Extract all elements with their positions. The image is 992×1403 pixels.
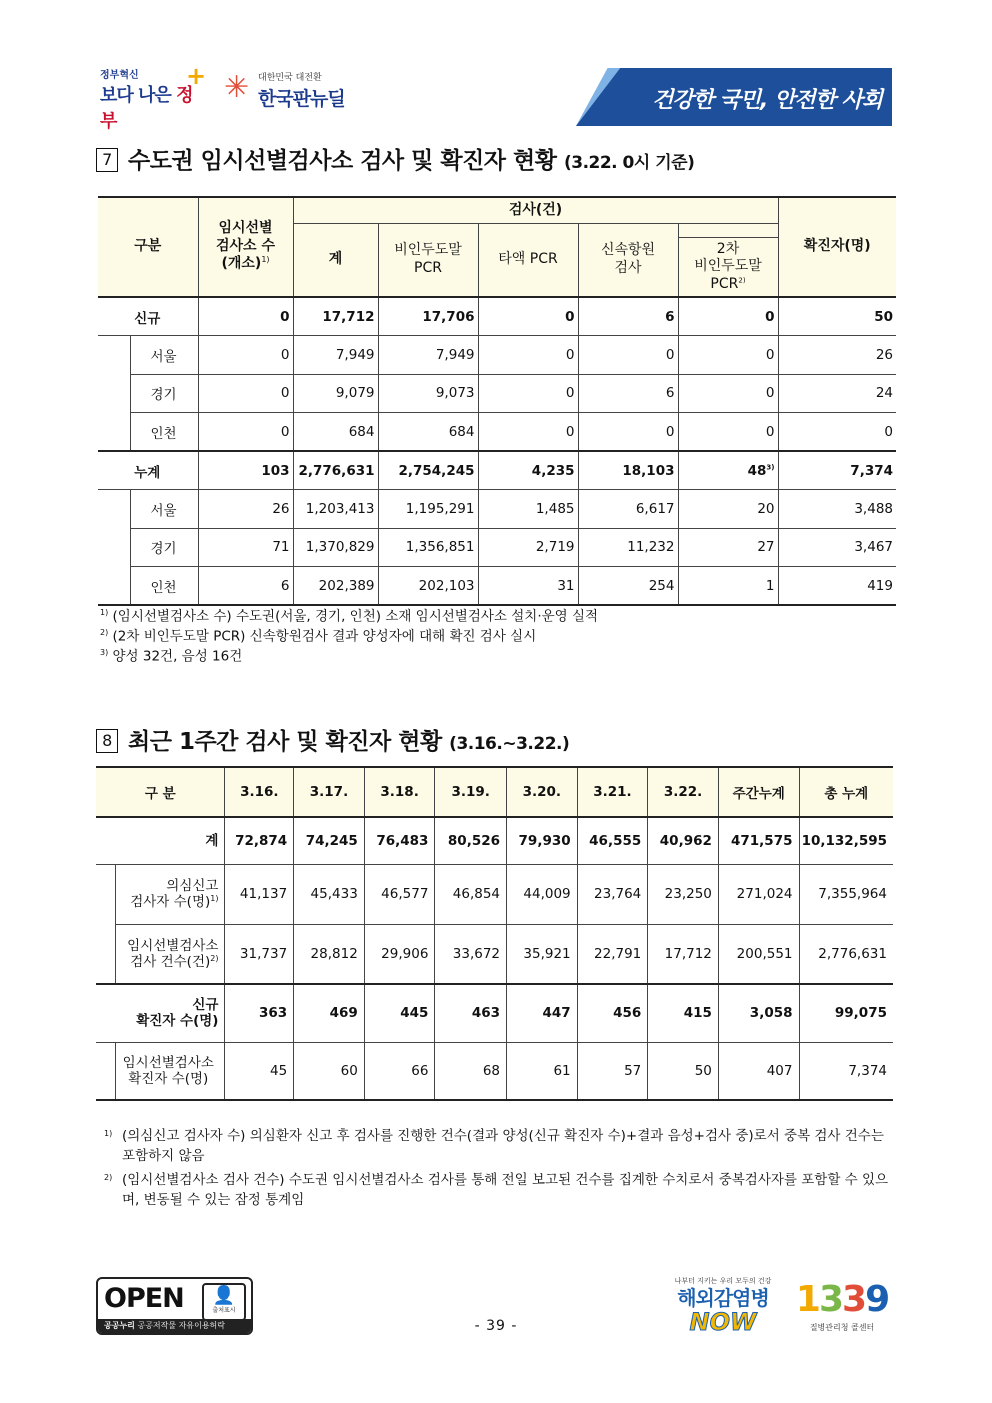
- cell-saliva: 4,235: [478, 451, 578, 490]
- page-header: [100, 60, 892, 132]
- row-label-l1: 신규: [192, 997, 219, 1014]
- cell-value: 41,137: [225, 864, 294, 924]
- row-label-l2: 확진자 수(명): [128, 1070, 209, 1087]
- cell-second: 0: [678, 374, 778, 413]
- cell-saliva: 0: [478, 336, 578, 375]
- footnote-text: (의심신고 검사자 수) 의심환자 신고 후 검사를 진행한 건수(결과 양성(신규 확진자 수)+결과 음성+검사 중)로서 중복 검사 건수는 포함하지 않음: [122, 1128, 884, 1165]
- logo4-digit: 3: [842, 1279, 866, 1320]
- overseas-infection-now-logo: [668, 1276, 778, 1340]
- table-row: [98, 451, 896, 490]
- logo3-small-text: 나부터 지키는 우리 모두의 건강: [674, 1277, 772, 1285]
- logo1-big-a: 보다 나은: [100, 85, 177, 106]
- cell-total: 2,776,631: [293, 451, 378, 490]
- section7-number: 7: [96, 148, 118, 172]
- cell-value: 74,245: [294, 817, 365, 864]
- footnote-mark: 1): [104, 1129, 113, 1138]
- indent-cell: [98, 336, 130, 375]
- header-total-text: 계: [328, 251, 343, 267]
- table-row: [98, 374, 896, 413]
- cell-sites: 26: [198, 490, 293, 529]
- footnote-mark: 3): [100, 648, 109, 658]
- row-label-l1: 의심신고: [166, 877, 219, 894]
- table-row: [96, 817, 893, 864]
- weekly-testing-table: [96, 766, 893, 1101]
- cell-sites: 0: [198, 297, 293, 336]
- row-label-l1: 임시선별검사소: [122, 1054, 214, 1071]
- section7-title-text: 수도권 임시선별검사소 검사 및 확진자 현황: [128, 148, 564, 174]
- header-date: 3.19.: [435, 767, 507, 817]
- row-label: 계: [96, 817, 225, 864]
- indent-cell: [96, 924, 116, 984]
- logo1-small-text: 정부혁신: [100, 70, 139, 81]
- header-sites-l1: 임시선별: [218, 220, 273, 237]
- cell-naso: 684: [378, 413, 478, 452]
- cell-value: 7,355,964: [799, 864, 893, 924]
- row-label: 서울: [130, 490, 198, 529]
- row-label: 인천: [130, 567, 198, 606]
- cell-value: 3,058: [718, 984, 799, 1042]
- cell-naso: 7,949: [378, 336, 478, 375]
- cell-total: 17,712: [293, 297, 378, 336]
- indent-cell: [96, 864, 116, 924]
- header-sites: [198, 197, 293, 297]
- cell-second: 0: [678, 336, 778, 375]
- cell-value: 2,776,631: [799, 924, 893, 984]
- cell-value: 29,906: [364, 924, 435, 984]
- cell-value: 271,024: [718, 864, 799, 924]
- row-label: 서울: [130, 336, 198, 375]
- cell-confirmed: 50: [778, 297, 896, 336]
- header-gubun: 구 분: [96, 767, 225, 817]
- cell-value: 23,764: [577, 864, 648, 924]
- cell-confirmed: 24: [778, 374, 896, 413]
- indent-cell: [98, 490, 130, 529]
- footnote: [100, 627, 598, 647]
- header-date: 3.22.: [648, 767, 719, 817]
- logo4-digit: 1: [795, 1279, 819, 1320]
- section7-subtitle: (3.22. 0시 기준): [563, 153, 695, 173]
- footnote-text: (2차 비인두도말 PCR) 신속항원검사 결과 양성자에 대해 확진 검사 실시: [108, 628, 537, 645]
- license-bar-a: 공공누리: [104, 1321, 135, 1330]
- cell-value: 471,575: [718, 817, 799, 864]
- header-sites-mark: 1): [261, 255, 270, 265]
- section7-footnotes: [100, 607, 598, 667]
- header-saliva-pcr: [478, 223, 578, 297]
- footnote-mark: 1): [100, 608, 109, 617]
- cell-value: 445: [364, 984, 435, 1042]
- row-label: 누계: [98, 451, 198, 490]
- cell-value: 80,526: [435, 817, 507, 864]
- cell-confirmed: 3,467: [778, 528, 896, 567]
- cell-sites: 0: [198, 336, 293, 375]
- footnote-mark: 2): [100, 628, 109, 638]
- table-row: [96, 864, 893, 924]
- cell-confirmed: 3,488: [778, 490, 896, 529]
- cell-second: 1: [678, 567, 778, 606]
- plus-icon: +: [186, 62, 207, 90]
- cell-value: 45,433: [294, 864, 365, 924]
- indent-cell: [98, 374, 130, 413]
- logo4-small-text: 질병관리청 콜센터: [809, 1323, 875, 1332]
- header-date: 3.21.: [577, 767, 648, 817]
- logo3-main-text: 해외감염병: [677, 1286, 769, 1310]
- header-naso-pcr: [378, 223, 478, 297]
- cell-sites: 71: [198, 528, 293, 567]
- attribution-label: 출처표시: [212, 1307, 236, 1314]
- footnote-mark: 2): [104, 1172, 113, 1182]
- header-total: [293, 223, 378, 297]
- row-label: [116, 1042, 225, 1100]
- footnote: [100, 607, 598, 627]
- table-row: [98, 490, 896, 529]
- section8-title: [96, 723, 569, 756]
- cell-value: 447: [507, 984, 578, 1042]
- header-sites-l3: (개소): [221, 256, 262, 273]
- footnote: [104, 1126, 892, 1167]
- cell-sites: 0: [198, 374, 293, 413]
- cell-value: 22,791: [577, 924, 648, 984]
- cell-value: 35,921: [507, 924, 578, 984]
- header-date: 3.16.: [225, 767, 294, 817]
- indent-cell: [96, 1042, 116, 1100]
- cell-naso: 1,356,851: [378, 528, 478, 567]
- cell-rapid: 18,103: [578, 451, 678, 490]
- cell-rapid: 6: [578, 374, 678, 413]
- cell-total: 7,949: [293, 336, 378, 375]
- section8-subtitle: (3.16.~3.22.): [449, 734, 570, 754]
- logo1-big-b: 정부: [100, 85, 193, 132]
- cell-value: 46,854: [435, 864, 507, 924]
- row-label-l1: 임시선별검사소: [127, 937, 219, 954]
- cell-confirmed: 0: [778, 413, 896, 452]
- cell-sites: 6: [198, 567, 293, 606]
- header-tests-text: 검사(건): [508, 201, 563, 218]
- logo4-digit: 9: [865, 1279, 889, 1320]
- cell-saliva: 0: [478, 413, 578, 452]
- row-label-l2: 검사자 수(명): [130, 894, 211, 910]
- cell-value: 200,551: [718, 924, 799, 984]
- cell-rapid: 0: [578, 336, 678, 375]
- star-burst-icon: ✳: [224, 70, 250, 105]
- header-date: 3.17.: [294, 767, 365, 817]
- cell-second: 0: [678, 413, 778, 452]
- section8-footnotes: [104, 1126, 892, 1210]
- cell-value: 10,132,595: [799, 817, 893, 864]
- cell-saliva: 0: [478, 374, 578, 413]
- cell-value: 76,483: [364, 817, 435, 864]
- cell-saliva: 31: [478, 567, 578, 606]
- table-row: [98, 567, 896, 606]
- cell-naso: 202,103: [378, 567, 478, 606]
- table-row: [96, 984, 893, 1042]
- open-label: OPEN: [104, 1283, 184, 1314]
- cell-value: 415: [648, 984, 719, 1042]
- footnote: [104, 1170, 892, 1211]
- cell-naso: 9,073: [378, 374, 478, 413]
- row-label: 경기: [130, 528, 198, 567]
- call-center-1339-logo: [788, 1278, 896, 1342]
- cell-sites: 103: [198, 451, 293, 490]
- cell-value: 7,374: [799, 1042, 893, 1100]
- cell-value: 33,672: [435, 924, 507, 984]
- cell-value: 469: [294, 984, 365, 1042]
- header-second-l1: 2차: [716, 240, 740, 257]
- cell-value: 99,075: [799, 984, 893, 1042]
- row-label-l2: 확진자 수(명): [136, 1013, 219, 1030]
- header-naso-l2: PCR: [414, 259, 442, 276]
- cell-rapid: 6: [578, 297, 678, 336]
- row-label: 신규: [98, 297, 198, 336]
- korean-new-deal-logo: [224, 68, 364, 114]
- cell-value: 17,712: [648, 924, 719, 984]
- row-label-mark: 1): [210, 894, 219, 903]
- footnote: [100, 647, 598, 667]
- header-rapid-l1: 신속항원: [600, 242, 656, 259]
- cell-saliva: 0: [478, 297, 578, 336]
- cell-naso: 1,195,291: [378, 490, 478, 529]
- cell-value: 61: [507, 1042, 578, 1100]
- license-bar-b: 공공저작물 자유이용허락: [134, 1321, 226, 1330]
- government-innovation-logo: [100, 62, 207, 132]
- row-label: [116, 864, 225, 924]
- cell-value: 407: [718, 1042, 799, 1100]
- logo2-small-text: 대한민국 대전환: [258, 73, 322, 83]
- cell-value: 46,577: [364, 864, 435, 924]
- cell-sites: 0: [198, 413, 293, 452]
- cell-saliva: 2,719: [478, 528, 578, 567]
- table-row: [96, 1042, 893, 1100]
- cell-value: 40,962: [648, 817, 719, 864]
- cell-value: 79,930: [507, 817, 578, 864]
- cell-naso: 2,754,245: [378, 451, 478, 490]
- header-rapid-l2: 검사: [614, 259, 642, 276]
- logo4-digits: [788, 1278, 896, 1322]
- cell-value: 66: [364, 1042, 435, 1100]
- cell-value: 31,737: [225, 924, 294, 984]
- header-gubun-text: 구분: [134, 238, 162, 255]
- temporary-screening-table: [98, 196, 896, 606]
- header-second-l3: PCR: [710, 275, 739, 292]
- header-grand-total: 총 누계: [799, 767, 893, 817]
- footnote-text: 양성 32건, 음성 16건: [108, 648, 243, 665]
- row-label-mark: 2): [210, 953, 219, 963]
- logo2-big-text: 한국판뉴딜: [258, 88, 345, 110]
- cell-value: 45: [225, 1042, 294, 1100]
- table-row: [98, 413, 896, 452]
- row-label: 인천: [130, 413, 198, 452]
- header-naso-l1: 비인두도말: [394, 242, 462, 259]
- cell-total: 1,370,829: [293, 528, 378, 567]
- cell-value: 456: [577, 984, 648, 1042]
- table-row: [98, 528, 896, 567]
- indent-cell: [98, 413, 130, 452]
- cell-rapid: 254: [578, 567, 678, 606]
- cell-total: 9,079: [293, 374, 378, 413]
- cell-confirmed: 7,374: [778, 451, 896, 490]
- slogan-banner: [576, 68, 892, 126]
- cell-value: 28,812: [294, 924, 365, 984]
- cell-value: 50: [648, 1042, 719, 1100]
- cell-value: 57: [577, 1042, 648, 1100]
- row-label: [96, 984, 225, 1042]
- logo3-now-text: NOW: [689, 1308, 757, 1336]
- cell-second-mark: 3): [766, 463, 775, 471]
- page-number: - 39 -: [474, 1318, 518, 1334]
- cell-value: 68: [435, 1042, 507, 1100]
- cell-rapid: 6,617: [578, 490, 678, 529]
- table-row: [98, 297, 896, 336]
- cell-value: 44,009: [507, 864, 578, 924]
- cell-saliva: 1,485: [478, 490, 578, 529]
- row-label: [116, 924, 225, 984]
- attribution-icon: 👤 출처표시: [202, 1283, 246, 1321]
- header-confirmed: [778, 197, 896, 297]
- cell-second: 20: [678, 490, 778, 529]
- cell-total: 684: [293, 413, 378, 452]
- table-row: [96, 924, 893, 984]
- cell-value: 46,555: [577, 817, 648, 864]
- cell-total: 202,389: [293, 567, 378, 606]
- cell-confirmed: 419: [778, 567, 896, 606]
- header-confirmed-text: 확진자(명): [803, 238, 871, 255]
- indent-cell: [98, 567, 130, 606]
- header-weekly-total: 주간누계: [718, 767, 799, 817]
- row-label: 경기: [130, 374, 198, 413]
- cell-value: 60: [294, 1042, 365, 1100]
- header-gubun: [98, 197, 198, 297]
- cell-value: 463: [435, 984, 507, 1042]
- row-label-l2: 검사 건수(건): [130, 953, 211, 970]
- header-second-top: [678, 223, 778, 237]
- indent-cell: [98, 528, 130, 567]
- header-second-pcr: [678, 237, 778, 297]
- cell-value: 72,874: [225, 817, 294, 864]
- header-second-mark: 2): [738, 275, 746, 284]
- cell-value: 23,250: [648, 864, 719, 924]
- header-saliva-text: 타액 PCR: [498, 251, 558, 267]
- cell-second: [678, 451, 778, 490]
- footnote-text: (임시선별검사소 검사 건수) 수도권 임시선별검사소 검사를 통해 전일 보고된 건수를 집계한 수치로서 중복검사자를 포함할 수 있으며, 변동될 수 있는 잠정 통계임: [122, 1171, 889, 1208]
- cell-rapid: 0: [578, 413, 678, 452]
- cell-confirmed: 26: [778, 336, 896, 375]
- table-row: [98, 336, 896, 375]
- section7-title: [96, 142, 694, 175]
- cell-second: 27: [678, 528, 778, 567]
- logo4-digit: 3: [818, 1279, 842, 1320]
- cell-second: 0: [678, 297, 778, 336]
- header-date: 3.20.: [507, 767, 578, 817]
- cell-second-value: 48: [747, 462, 767, 479]
- header-rapid: [578, 223, 678, 297]
- section8-number: 8: [96, 729, 118, 753]
- cell-value: 363: [225, 984, 294, 1042]
- slogan-text: 건강한 국민, 안전한 사회: [652, 88, 882, 113]
- footnote-text: (임시선별검사소 수) 수도권(서울, 경기, 인천) 소재 임시선별검사소 설치·운영 실적: [108, 608, 599, 625]
- cell-total: 1,203,413: [293, 490, 378, 529]
- header-second-l2: 비인두도말: [694, 258, 762, 274]
- cell-rapid: 11,232: [578, 528, 678, 567]
- cell-naso: 17,706: [378, 297, 478, 336]
- header-date: 3.18.: [364, 767, 435, 817]
- header-tests: [293, 197, 778, 223]
- section8-title-text: 최근 1주간 검사 및 확진자 현황: [128, 729, 450, 755]
- header-sites-l2: 검사소 수: [216, 237, 275, 254]
